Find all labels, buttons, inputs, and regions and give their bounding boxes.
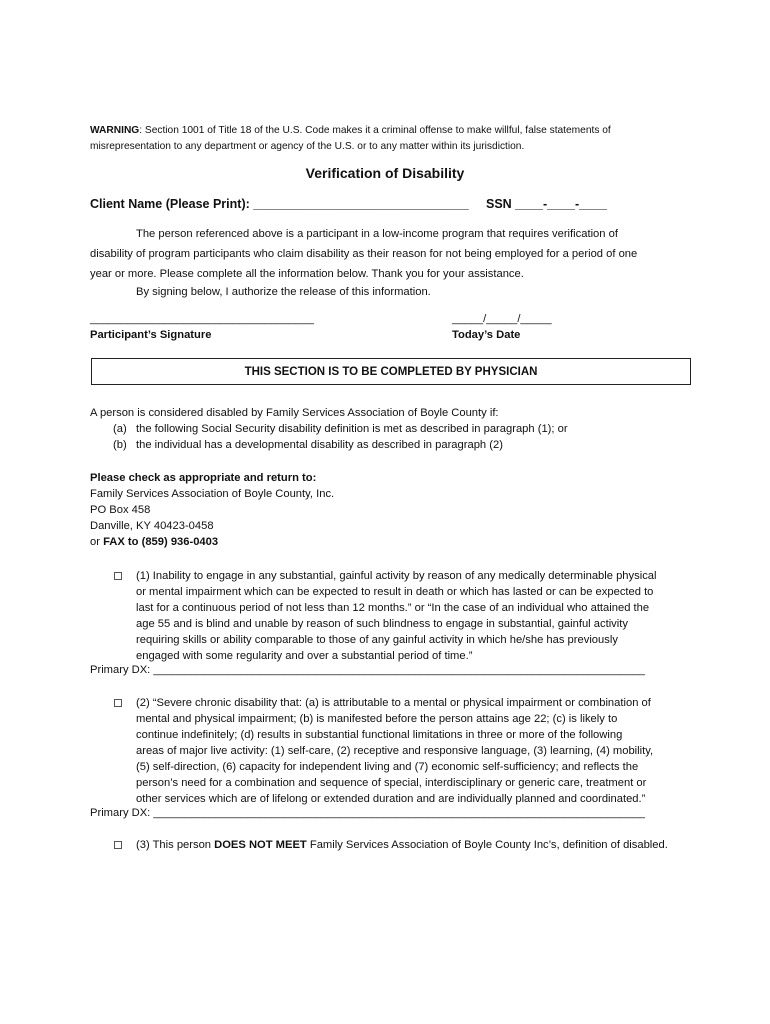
definition-a-text: the following Social Security disability definition is met as described in paragraph (1); or [136,423,568,435]
criterion-2-checkbox[interactable] [114,699,122,707]
return-fax: FAX to (859) 936-0403 [103,536,219,548]
criterion-2-line: continue indefinitely; (d) results in substantial functional limitations in three or more of the following [136,729,623,741]
return-city: Danville, KY 40423-0458 [90,520,214,532]
criterion-2-line: areas of major live activity: (1) self-care, (2) receptive and responsive language, (3) learning, (4) mobility, [136,745,654,757]
intro-line1: The person referenced above is a participant in a low-income program that requires verification of [136,228,618,240]
ssn-field[interactable]: SSN ____-____-____ [486,197,607,211]
return-org: Family Services Association of Boyle County, Inc. [90,488,335,500]
signature-label: Participant’s Signature [90,329,212,341]
date-line[interactable]: _____/_____/_____ [452,313,552,325]
definition-a-marker: (a) [113,423,127,435]
warning-text-line2: misrepresentation to any department or agency of the U.S. or to any matter within its jurisdiction. [90,141,525,152]
date-label: Today’s Date [452,329,521,341]
signature-line[interactable]: ____________________________________ [90,313,314,325]
primary-dx-2-field[interactable]: Primary DX: _______________________________________________________________________________ [90,807,645,819]
primary-dx-1-field[interactable]: Primary DX: _______________________________________________________________________________ [90,664,645,676]
criterion-1-line: last for a continuous period of not less than 12 months.” or “In the case of an individual who attained the [136,602,650,614]
criterion-1-line: engaged with some regularity and over a substantial period of time.” [136,650,473,662]
return-address [90,470,334,550]
criterion-3-checkbox[interactable] [114,841,122,849]
definition-intro: A person is considered disabled by Family Services Association of Boyle County if: [90,407,499,419]
criterion-2-line: (2) “Severe chronic disability that: (a) is attributable to a mental or physical impairment or combination of [136,697,651,709]
authorization-statement: By signing below, I authorize the release of this information. [136,286,431,298]
criterion-1-line: (1) Inability to engage in any substantial, gainful activity by reason of any medically determinable physical [136,570,657,582]
intro-paragraph [90,224,695,284]
warning-label: WARNING [90,125,140,136]
return-or: or [90,536,104,548]
criterion-2-line: (5) self-direction, (6) capacity for independent living and (7) economic self-sufficiency; and reflects the [136,761,639,773]
definition-b-text: the individual has a developmental disability as described in paragraph (2) [136,439,503,451]
criterion-2-text [136,695,653,807]
criterion-2-line: person’s need for a combination and sequence of special, interdisciplinary or generic care, treatment or [136,777,647,789]
physician-section-header: THIS SECTION IS TO BE COMPLETED BY PHYSICIAN [91,358,691,385]
criterion-2-line: mental and physical impairment; (b) is manifested before the person attains age 22; (c) is likely to [136,713,618,725]
criterion-3-emphasis: DOES NOT MEET [214,839,307,851]
warning-text-line1: : Section 1001 of Title 18 of the U.S. Code makes it a criminal offense to make willful, false statements of [139,125,611,136]
criterion-3-post: Family Services Association of Boyle County Inc’s, definition of disabled. [306,839,668,851]
client-name-field[interactable]: Client Name (Please Print): _______________________________ [90,197,469,211]
return-heading: Please check as appropriate and return to: [90,472,317,484]
criterion-3-text [136,837,668,853]
criterion-1-checkbox[interactable] [114,572,122,580]
warning-notice [90,123,650,155]
criterion-3-pre: (3) This person [136,839,215,851]
criterion-2-line: other services which are of lifelong or extended duration and are individually planned and coordinated.” [136,793,646,805]
intro-line2: disability of program participants who claim disability as their reason for not being employed for a period of one [90,248,638,260]
intro-line3: year or more. Please complete all the information below. Thank you for your assistance. [90,268,524,280]
criterion-1-line: requiring skills or ability comparable to those of any gainful activity in which he/she has previously [136,634,618,646]
form-title: Verification of Disability [305,165,465,181]
definition-b-marker: (b) [113,439,127,451]
criterion-1-line: or mental impairment which can be expected to result in death or which has lasted or can be expected to [136,586,654,598]
return-po-box: PO Box 458 [90,504,151,516]
criterion-1-line: age 55 and is blind and unable by reason of such blindness to engage in substantial, gainful activity [136,618,628,630]
criterion-1-text [136,568,657,664]
